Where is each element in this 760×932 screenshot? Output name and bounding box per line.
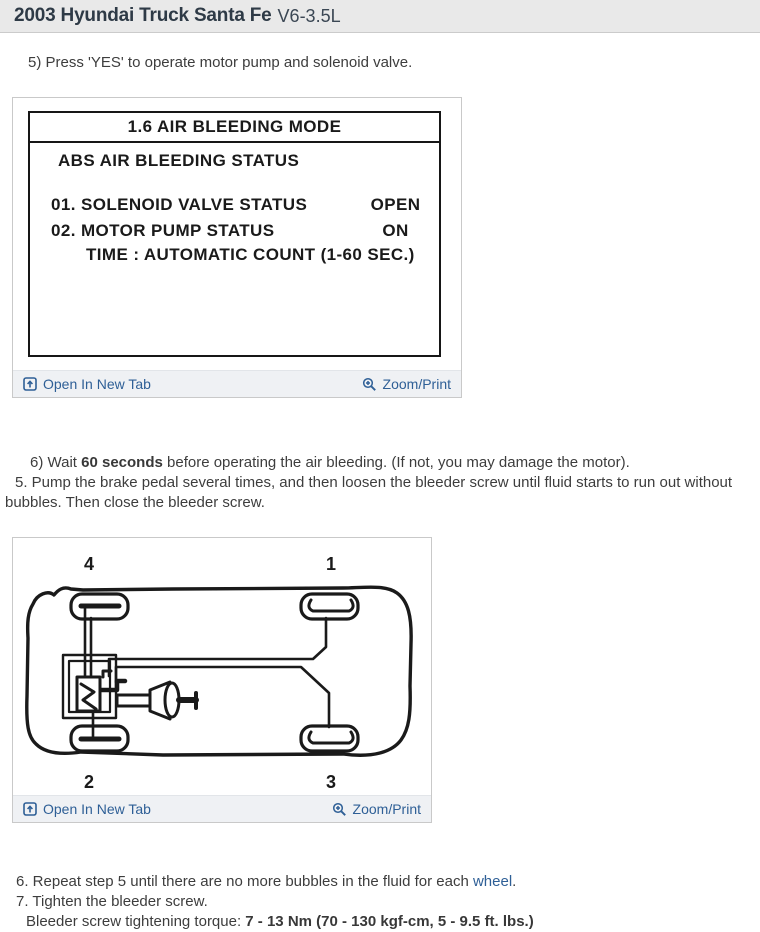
instruction-pump-text: 5. Pump the brake pedal several times, and then loosen the bleeder screw until fluid starts to run out without bubbles. Then close the bleeder screw.: [5, 474, 733, 511]
abs-screen-heading: ABS AIR BLEEDING STATUS: [58, 151, 300, 170]
figure-car-diagram: [12, 537, 432, 823]
wheel-label-bottom-left: 2: [83, 772, 95, 792]
abs-row-motor-value: ON: [382, 221, 409, 240]
open-in-new-tab-icon: [23, 377, 37, 391]
master-cylinder: [117, 695, 150, 706]
wheel-label-bottom-right: 3: [325, 772, 337, 792]
instruction-repeat-post: .: [512, 873, 517, 890]
wheel-top-right-detail: [309, 600, 353, 611]
instruction-repeat-pre: 6. Repeat step 5 until there are no more bubbles in the fluid for each: [16, 873, 473, 890]
zoom-print-link[interactable]: [332, 801, 421, 817]
page-header: [0, 0, 760, 33]
car-diagram-figure-body: [13, 538, 431, 795]
zoom-print-icon: [332, 802, 347, 817]
open-in-new-tab-link[interactable]: [23, 376, 151, 392]
zoom-print-label: Zoom/Print: [352, 801, 421, 817]
zoom-print-icon: [362, 377, 377, 392]
instruction-tighten-text: 7. Tighten the bleeder screw.: [16, 893, 208, 910]
instruction-press-yes-text: 5) Press 'YES' to operate motor pump and solenoid valve.: [28, 54, 413, 71]
instruction-repeat: [16, 872, 516, 892]
instruction-pump: [5, 473, 756, 513]
abs-screen-title: 1.6 AIR BLEEDING MODE: [30, 113, 439, 143]
open-in-new-tab-label: Open In New Tab: [43, 801, 151, 817]
engine-spec: V6-3.5L: [277, 5, 341, 26]
bleed-sequence-diagram: [13, 538, 431, 795]
abs-bleeding-screen: [28, 111, 441, 357]
torque-value: 7 - 13 Nm (70 - 130 kgf-cm, 5 - 9.5 ft. lbs.): [245, 913, 534, 930]
instruction-wait-pre: 6) Wait: [30, 454, 82, 471]
figure-abs-screen: [12, 97, 462, 398]
instruction-torque: [26, 912, 534, 932]
instruction-wait-bold: 60 seconds: [81, 454, 163, 471]
abs-screen-figure-body: [13, 98, 461, 370]
abs-row-time-label: TIME : AUTOMATIC COUNT (1-60 SEC.): [86, 245, 415, 264]
open-in-new-tab-icon: [23, 802, 37, 816]
open-in-new-tab-label: Open In New Tab: [43, 376, 151, 392]
abs-row-motor-label: 02. MOTOR PUMP STATUS: [51, 221, 275, 240]
wheel-bottom-right-detail: [309, 732, 353, 743]
instruction-wait: [30, 453, 630, 473]
abs-row-solenoid-label: 01. SOLENOID VALVE STATUS: [51, 195, 308, 214]
wheel-label-top-left: 4: [83, 554, 95, 574]
zoom-print-label: Zoom/Print: [382, 376, 451, 392]
torque-label: Bleeder screw tightening torque:: [26, 913, 246, 930]
open-in-new-tab-link[interactable]: [23, 801, 151, 817]
hydraulic-unit-block: [77, 677, 100, 711]
abs-row-solenoid-value: OPEN: [370, 195, 421, 214]
page-title: 2003 Hyundai Truck Santa Fe: [14, 5, 272, 26]
instruction-tighten: [16, 892, 208, 912]
wheel-link[interactable]: wheel: [472, 873, 513, 890]
wheel-label-top-right: 1: [325, 554, 337, 574]
instruction-wait-post: before operating the air bleeding. (If not, you may damage the motor).: [162, 454, 630, 471]
instruction-press-yes: [28, 53, 412, 73]
figure-toolbar: [13, 370, 461, 397]
figure-toolbar: [13, 795, 431, 822]
unit-elbow-pipe: [101, 681, 125, 690]
zoom-print-link[interactable]: [362, 376, 451, 392]
